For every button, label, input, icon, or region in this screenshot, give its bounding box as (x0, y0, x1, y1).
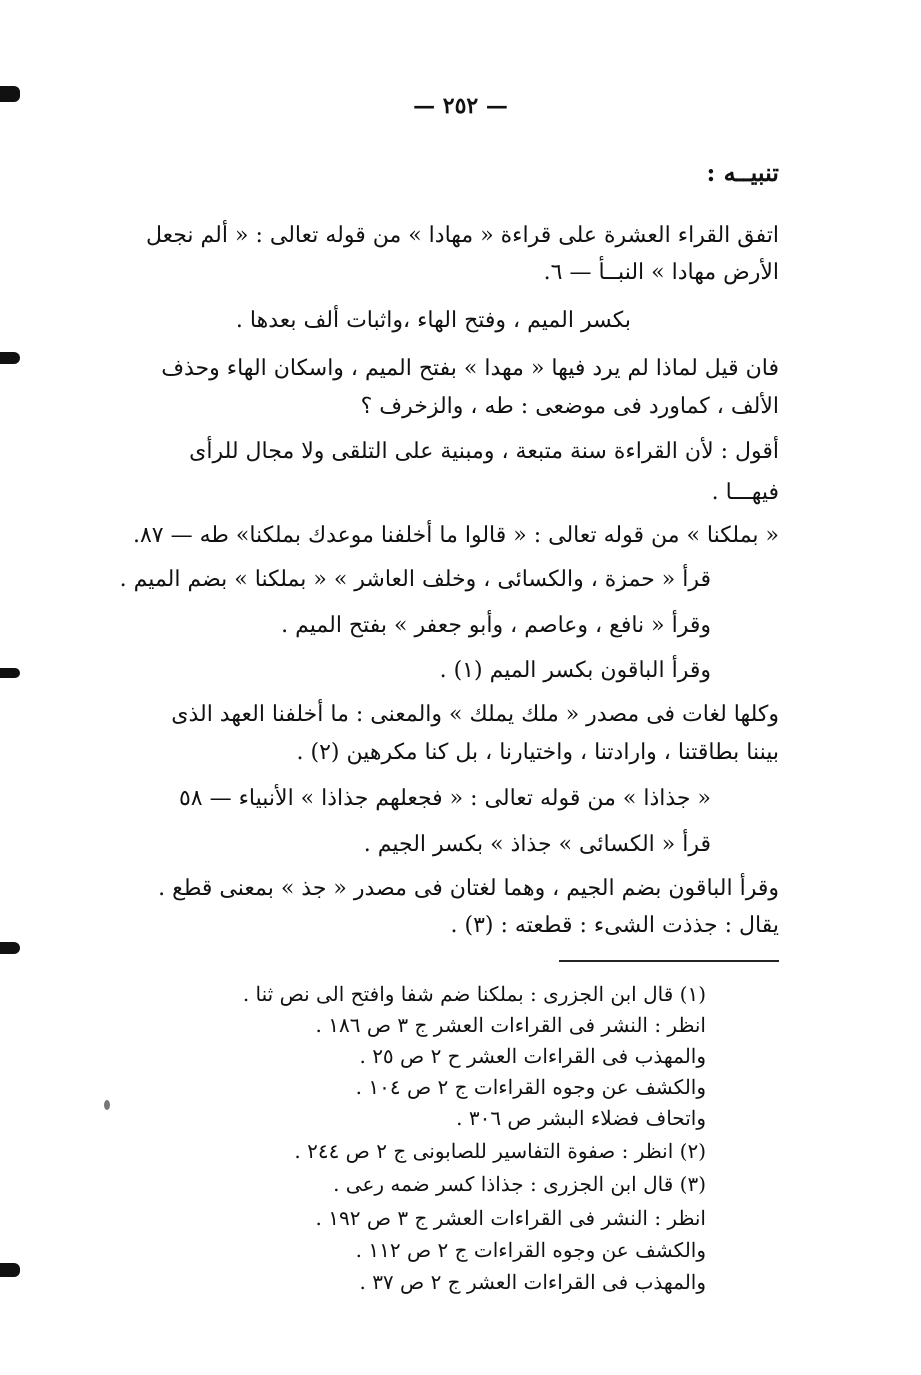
paragraph-line: بيننا بطاقتنا ، وارادتنا ، واختيارنا ، بل كنا مكرهين (٢) . (296, 740, 779, 765)
footnote-line: انظر : النشر فى القراءات العشر ج ٣ ص ١٩٢ . (315, 1206, 706, 1230)
footnote-line: واتحاف فضلاء البشر ص ٣٠٦ . (456, 1106, 706, 1130)
paragraph-line: أقول : لأن القراءة سنة متبعة ، ومبنية على التلقى ولا مجال للرأى (189, 439, 779, 464)
binding-mark (0, 1263, 20, 1277)
paragraph-line: وقرأ الباقون بكسر الميم (١) . (439, 658, 711, 683)
paragraph-line: قرأ « حمزة ، والكسائى ، وخلف العاشر » « بملكنا » بضم الميم . (119, 567, 711, 592)
page-number: — ٢٥٢ — (413, 93, 508, 119)
footnote-line: انظر : النشر فى القراءات العشر ج ٣ ص ١٨٦ . (315, 1013, 706, 1037)
footnote-separator (559, 960, 779, 962)
footnote-line: والمهذب فى القراءات العشر ح ٢ ص ٢٥ . (359, 1044, 706, 1068)
paragraph-line: وكلها لغات فى مصدر « ملك يملك » والمعنى : ما أخلفنا العهد الذى (171, 702, 779, 727)
binding-mark (0, 352, 20, 364)
paragraph-line: فان قيل لماذا لم يرد فيها « مهدا » بفتح الميم ، واسكان الهاء وحذف (161, 356, 779, 381)
paragraph-line: وقرأ « نافع ، وعاصم ، وأبو جعفر » بفتح الميم . (281, 613, 711, 638)
paragraph-line: اتفق القراء العشرة على قراءة « مهادا » من قوله تعالى : « ألم نجعل (145, 223, 779, 248)
paragraph-line: « بملكنا » من قوله تعالى : « قالوا ما أخلفنا موعدك بملكنا» طه — ٨٧. (132, 523, 779, 548)
footnote-line: (١) قال ابن الجزرى : بملكنا ضم شفا وافتح الى نص ثنا . (242, 982, 706, 1006)
footnote-line: (٢) انظر : صفوة التفاسير للصابونى ج ٢ ص ٢٤٤ . (294, 1139, 706, 1163)
binding-mark (0, 668, 20, 678)
scan-speck (104, 1100, 110, 1110)
footnote-line: والمهذب فى القراءات العشر ج ٢ ص ٣٧ . (359, 1270, 706, 1294)
paragraph-line: فيهـــا . (711, 480, 779, 505)
paragraph-line: الأرض مهادا » النبــأ — ٦. (543, 260, 779, 285)
paragraph-line: الألف ، كماورد فى موضعى : طه ، والزخرف ؟ (360, 394, 779, 419)
paragraph-line: قرأ « الكسائى » جذاذ » بكسر الجيم . (363, 832, 711, 857)
footnote-line: والكشف عن وجوه القراءات ج ٢ ص ١١٢ . (355, 1238, 706, 1262)
section-heading: تنبيــه : (706, 158, 779, 187)
binding-mark (0, 942, 20, 954)
paragraph-line: وقرأ الباقون بضم الجيم ، وهما لغتان فى مصدر « جذ » بمعنى قطع . (158, 876, 779, 901)
paragraph-line: بكسر الميم ، وفتح الهاء ،واثبات ألف بعدها . (235, 308, 631, 333)
paragraph-line: يقال : جذذت الشىء : قطعته : (٣) . (450, 913, 779, 938)
footnote-line: والكشف عن وجوه القراءات ج ٢ ص ١٠٤ . (355, 1075, 706, 1099)
footnote-line: (٣) قال ابن الجزرى : جذاذا كسر ضمه رعى . (333, 1172, 706, 1196)
paragraph-line: « جذاذا » من قوله تعالى : « فجعلهم جذاذا » الأنبياء — ٥٨ (178, 786, 711, 811)
